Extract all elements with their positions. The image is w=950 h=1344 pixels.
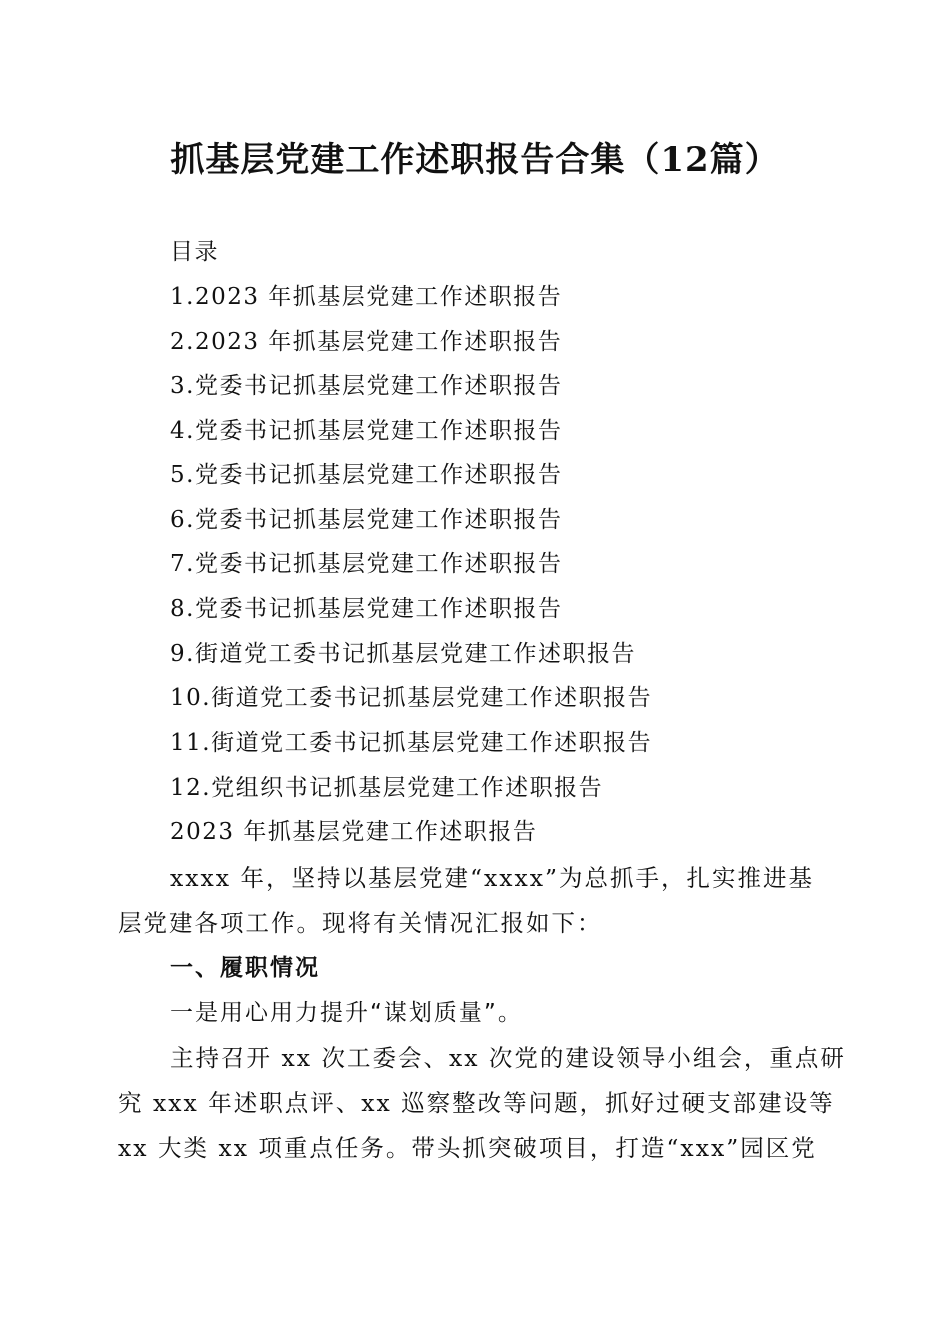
toc-item-10[interactable]: 10.街道党工委书记抓基层党建工作述职报告 (170, 685, 653, 711)
toc-item-7[interactable]: 7.党委书记抓基层党建工作述职报告 (170, 551, 563, 577)
paragraph-line-1: 主持召开 xx 次工委会、xx 次党的建设领导小组会，重点研 (170, 1044, 846, 1072)
toc-item-11[interactable]: 11.街道党工委书记抓基层党建工作述职报告 (170, 730, 653, 756)
toc-item-6[interactable]: 6.党委书记抓基层党建工作述职报告 (170, 507, 563, 533)
toc-item-9[interactable]: 9.街道党工委书记抓基层党建工作述职报告 (170, 641, 636, 667)
toc-item-2[interactable]: 2.2023 年抓基层党建工作述职报告 (170, 329, 563, 355)
toc-label: 目录 (170, 239, 219, 265)
intro-line-2: 层党建各项工作。现将有关情况汇报如下： (118, 909, 603, 937)
toc-item-5[interactable]: 5.党委书记抓基层党建工作述职报告 (170, 462, 563, 488)
paragraph-line-3: xx 大类 xx 项重点任务。带头抓突破项目，打造“xxx”园区党 (118, 1134, 817, 1162)
heading-duty-performance: 一、履职情况 (170, 955, 320, 981)
toc-item-12[interactable]: 12.党组织书记抓基层党建工作述职报告 (170, 775, 604, 801)
subheading-planning-quality: 一是用心用力提升“谋划质量”。 (170, 1000, 523, 1026)
section-title: 2023 年抓基层党建工作述职报告 (170, 819, 538, 845)
toc-item-3[interactable]: 3.党委书记抓基层党建工作述职报告 (170, 373, 563, 399)
intro-line-1: xxxx 年，坚持以基层党建“xxxx”为总抓手，扎实推进基 (170, 864, 815, 892)
paragraph-line-2: 究 xxx 年述职点评、xx 巡察整改等问题，抓好过硬支部建设等 (118, 1089, 835, 1117)
toc-item-4[interactable]: 4.党委书记抓基层党建工作述职报告 (170, 418, 563, 444)
toc-item-8[interactable]: 8.党委书记抓基层党建工作述职报告 (170, 596, 563, 622)
document-title: 抓基层党建工作述职报告合集（12篇） (170, 140, 780, 180)
toc-item-1[interactable]: 1.2023 年抓基层党建工作述职报告 (170, 284, 563, 310)
